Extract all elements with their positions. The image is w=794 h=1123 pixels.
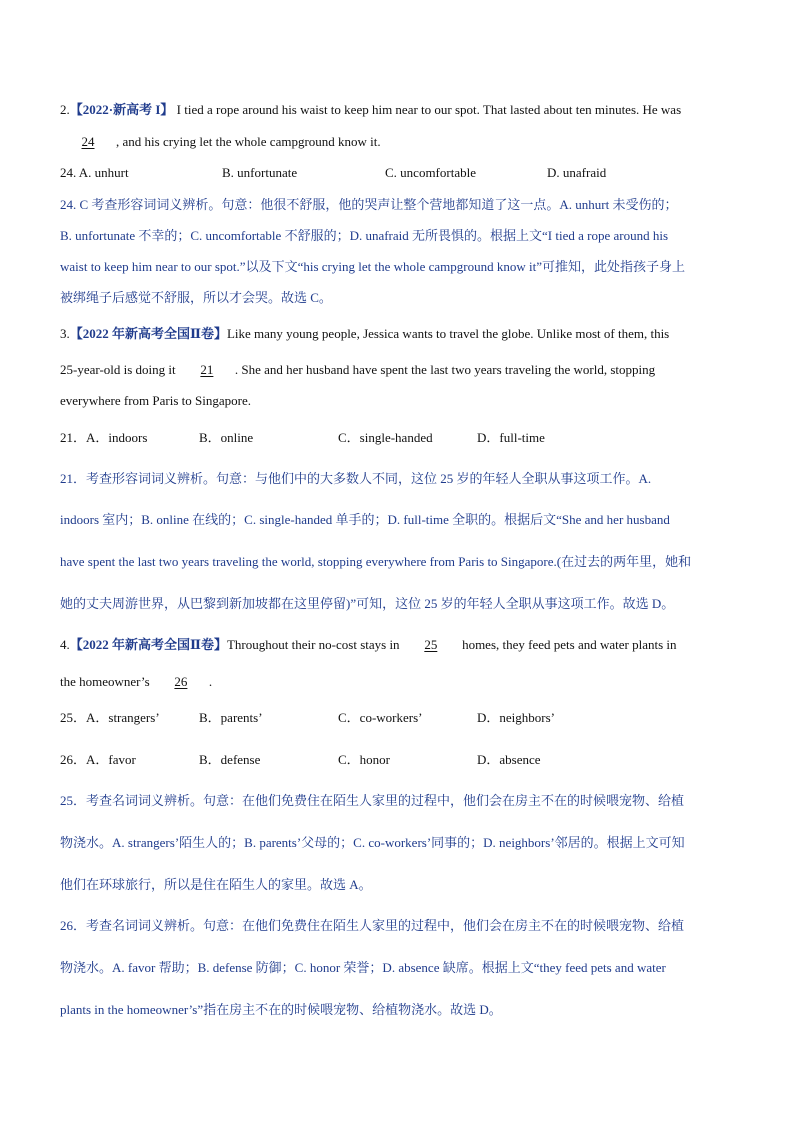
- q4-blank-25: 25: [424, 637, 438, 652]
- q4-analysis26-line2: 物浇水。A. favor 帮助；B. defense 防御；C. honor 荣誉；D. absence 缺席。根据上文“they feed pets and water: [60, 960, 666, 975]
- q4-stem-line1: [60, 636, 677, 654]
- q4-stem2-post: .: [208, 674, 213, 689]
- q2-stem-text: I tied a rope around his waist to keep him near to our spot. That lasted about ten minutes. He was: [173, 102, 682, 117]
- q4-stem-post: homes, they feed pets and water plants in: [458, 637, 677, 652]
- q4-25-option-d: D．neighbors’: [477, 710, 555, 725]
- q4-25-option-b: B．parents’: [199, 710, 263, 725]
- q4-options-25: [60, 709, 555, 727]
- q4-26-option-c: C．honor: [338, 752, 391, 767]
- q3-stem-text: Like many young people, Jessica wants to travel the globe. Unlike most of them, this: [226, 326, 670, 341]
- q3-analysis-line2: indoors 室内；B. online 在线的；C. single-handed 单手的；D. full-time 全职的。根据后文“She and her husband: [60, 512, 670, 527]
- q4-26-option-a: 26．A．favor: [60, 752, 136, 767]
- q2-analysis-line1: 24. C 考查形容词词义辨析。句意：他很不舒服，他的哭声让整个营地都知道了这一点。A. unhurt 未受伤的；: [60, 197, 678, 212]
- q3-option-c: C．single-handed: [338, 430, 433, 445]
- q2-source-tag: 【2022·新高考 I】: [69, 102, 174, 117]
- q4-analysis26-line3: plants in the homeowner’s”指在房主不在的时候喂宠物、给植物浇水。故选 D。: [60, 1002, 502, 1017]
- q4-number: 4.: [60, 637, 70, 652]
- q4-analysis26-line1: 26．考查名词词义辨析。句意：在他们免费住在陌生人家里的过程中，他们会在房主不在的时候喂宠物、给植: [60, 918, 685, 933]
- q4-26-option-d: D．absence: [477, 752, 541, 767]
- q3-stem-line3: everywhere from Paris to Singapore.: [60, 393, 251, 408]
- q2-option-a: 24. A. unhurt: [60, 165, 129, 180]
- q3-stem-line2: [60, 361, 655, 379]
- q4-stem2-pre: the homeowner’s: [60, 674, 153, 689]
- q2-option-d: D. unafraid: [547, 165, 607, 180]
- q3-analysis-line4: 她的丈夫周游世界，从巴黎到新加坡都在这里停留)”可知，这位 25 岁的年轻人全职从事这项工作。故选 D。: [60, 596, 675, 611]
- q2-stem-line1: [60, 101, 681, 119]
- q2-option-c: C. uncomfortable: [385, 165, 476, 180]
- q2-analysis-line2: B. unfortunate 不幸的；C. uncomfortable 不舒服的；D. unafraid 无所畏惧的。根据上文“I tied a rope around his: [60, 228, 668, 243]
- q2-analysis-line4: 被绑绳子后感觉不舒服，所以才会哭。故选 C。: [60, 290, 332, 305]
- q4-source-tag: 【2022 年新高考全国Ⅱ卷】: [69, 637, 227, 652]
- q2-stem-line2: [60, 133, 381, 151]
- q2-number: 2.: [60, 102, 70, 117]
- q3-stem-line1: [60, 325, 669, 343]
- q3-source-tag: 【2022 年新高考全国Ⅱ卷】: [69, 326, 227, 341]
- q4-stem-pre: Throughout their no-cost stays in: [226, 637, 403, 652]
- q4-analysis25-line2: 物浇水。A. strangers’陌生人的；B. parents’父母的；C. co-workers’同事的；D. neighbors’邻居的。根据上文可知: [60, 835, 685, 850]
- q3-options: [60, 429, 545, 447]
- q3-stem-post: . She and her husband have spent the last two years traveling the world, stopping: [234, 362, 656, 377]
- q3-analysis-line3: have spent the last two years traveling the world, stopping everywhere from Paris to Singapore.(在过去的两年里，她和: [60, 554, 692, 569]
- q3-blank: 21: [200, 362, 214, 377]
- q4-options-26: [60, 751, 541, 769]
- q2-option-b: B. unfortunate: [222, 165, 298, 180]
- q3-stem-pre: 25-year-old is doing it: [60, 362, 179, 377]
- q4-analysis25-line3: 他们在环球旅行，所以是住在陌生人的家里。故选 A。: [60, 877, 372, 892]
- q3-number: 3.: [60, 326, 70, 341]
- q3-option-b: B．online: [199, 430, 254, 445]
- q2-options: [60, 164, 606, 182]
- q4-25-option-a: 25．A．strangers’: [60, 710, 160, 725]
- q4-blank-26: 26: [174, 674, 188, 689]
- q3-option-a: 21．A．indoors: [60, 430, 148, 445]
- q2-analysis-line3: waist to keep him near to our spot.”以及下文“his crying let the whole campground know it”可推知，此处指孩子身上: [60, 259, 685, 274]
- q4-analysis25-line1: 25．考查名词词义辨析。句意：在他们免费住在陌生人家里的过程中，他们会在房主不在的时候喂宠物、给植: [60, 793, 685, 808]
- q3-analysis-line1: 21．考查形容词词义辨析。句意：与他们中的大多数人不同，这位 25 岁的年轻人全职从事这项工作。A.: [60, 471, 652, 486]
- q2-stem-rest: , and his crying let the whole campground know it.: [116, 134, 381, 149]
- q3-option-d: D．full-time: [477, 430, 545, 445]
- q2-blank: 24: [81, 134, 95, 149]
- q4-25-option-c: C．co-workers’: [338, 710, 423, 725]
- q4-stem-line2: [60, 673, 212, 691]
- q4-26-option-b: B．defense: [199, 752, 261, 767]
